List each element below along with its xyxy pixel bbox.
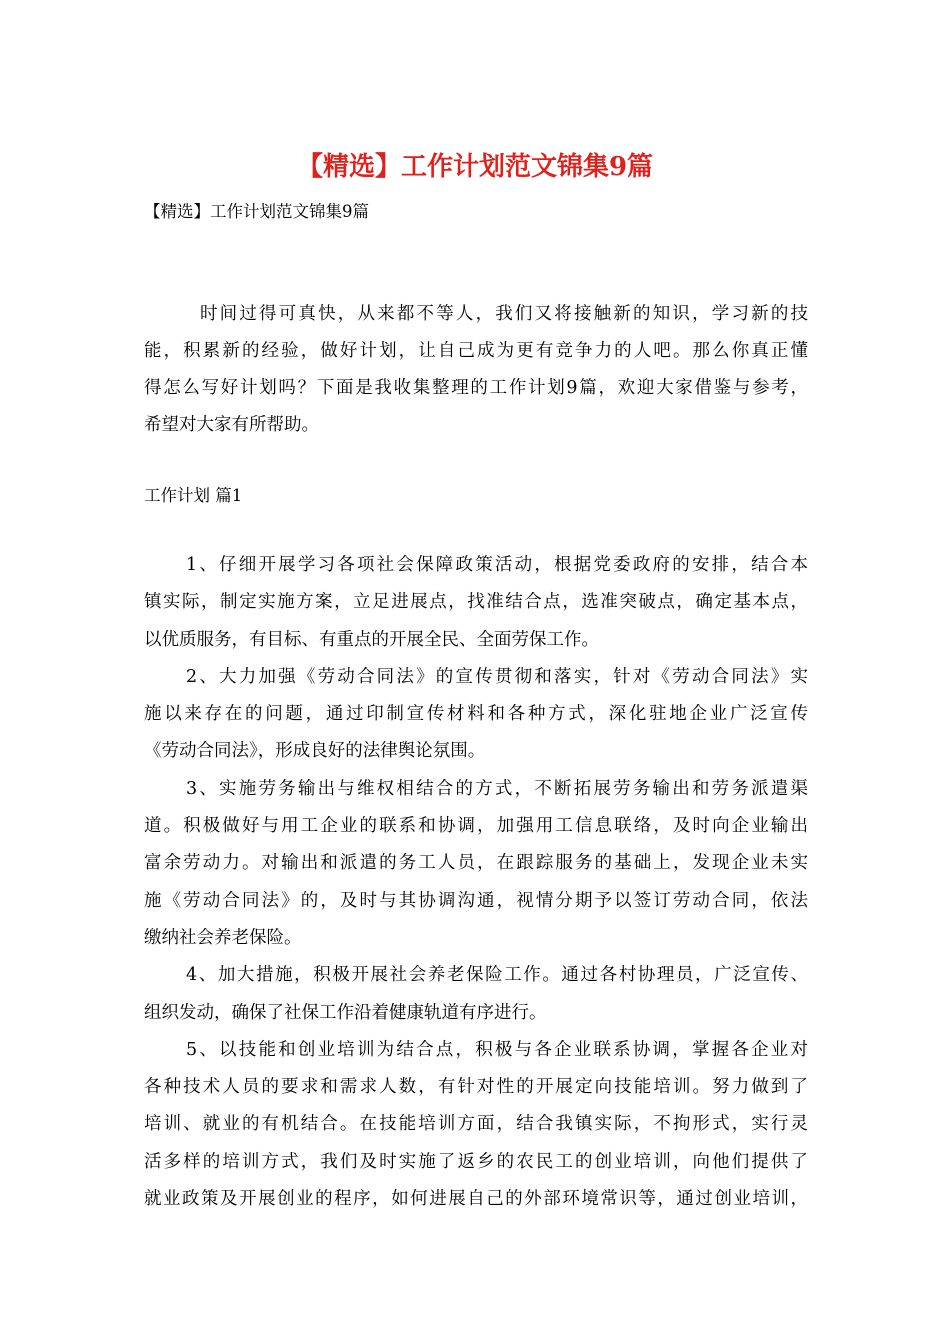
paragraph-line: 3、实施劳务输出与维权相结合的方式，不断拓展劳务输出和劳务派遣渠 — [186, 778, 808, 799]
paragraph-line: 镇实际，制定实施方案，立足进展点，找准结合点，选准突破点，确定基本点， — [144, 592, 808, 613]
paragraph-line: 缴纳社会养老保险。 — [144, 927, 302, 948]
body-paragraph-3 — [144, 771, 808, 957]
body-paragraph-1 — [144, 547, 808, 659]
intro-line: 希望对大家有所帮助。 — [144, 415, 319, 435]
paragraph-line: 以优质服务，有目标、有重点的开展全民、全面劳保工作。 — [144, 629, 599, 650]
body-paragraph-5 — [144, 1032, 808, 1218]
paragraph-line: 活多样的培训方式，我们及时实施了返乡的农民工的创业培训，向他们提供了 — [144, 1151, 808, 1172]
intro-line: 得怎么写好计划吗？下面是我收集整理的工作计划9篇，欢迎大家借鉴与参考， — [144, 378, 808, 398]
section-body — [144, 547, 808, 1218]
paragraph-line: 施《劳动合同法》的，及时与其协调沟通，视情分期予以签订劳动合同，依法 — [144, 890, 808, 911]
intro-line: 时间过得可真快，从来都不等人，我们又将接触新的知识，学习新的技 — [200, 304, 808, 324]
paragraph-line: 2、大力加强《劳动合同法》的宣传贯彻和落实，针对《劳动合同法》实 — [186, 666, 808, 687]
paragraph-line: 就业政策及开展创业的程序，如何进展自己的外部环境常识等，通过创业培训， — [144, 1189, 808, 1210]
paragraph-line: 富余劳动力。对输出和派遣的务工人员，在跟踪服务的基础上，发现企业未实 — [144, 853, 808, 874]
intro-paragraph — [144, 296, 808, 444]
paragraph-line: 施以来存在的问题，通过印制宣传材料和各种方式，深化驻地企业广泛宣传 — [144, 704, 808, 725]
document-subtitle: 【精选】工作计划范文锦集9篇 — [144, 202, 369, 221]
section-heading: 工作计划 篇1 — [144, 486, 243, 505]
document-title: 【精选】工作计划范文锦集9篇 — [296, 152, 654, 182]
paragraph-line: 道。积极做好与用工企业的联系和协调，加强用工信息联络，及时向企业输出 — [144, 816, 808, 837]
intro-line: 能，积累新的经验，做好计划，让自己成为更有竞争力的人吧。那么你真正懂 — [144, 341, 808, 361]
paragraph-line: 《劳动合同法》，形成良好的法律舆论氛围。 — [144, 741, 486, 762]
paragraph-line: 组织发动，确保了社保工作沿着健康轨道有序进行。 — [144, 1002, 547, 1023]
paragraph-line: 各种技术人员的要求和需求人数，有针对性的开展定向技能培训。努力做到了 — [144, 1077, 808, 1098]
body-paragraph-2 — [144, 659, 808, 771]
paragraph-line: 5、以技能和创业培训为结合点，积极与各企业联系协调，掌握各企业对 — [186, 1039, 808, 1060]
paragraph-line: 培训、就业的有机结合。在技能培训方面，结合我镇实际，不拘形式，实行灵 — [144, 1114, 808, 1135]
body-paragraph-4 — [144, 957, 808, 1032]
paragraph-line: 1、仔细开展学习各项社会保障政策活动，根据党委政府的安排，结合本 — [186, 555, 808, 575]
paragraph-line: 4、加大措施，积极开展社会养老保险工作。通过各村协理员，广泛宣传、 — [186, 965, 808, 986]
